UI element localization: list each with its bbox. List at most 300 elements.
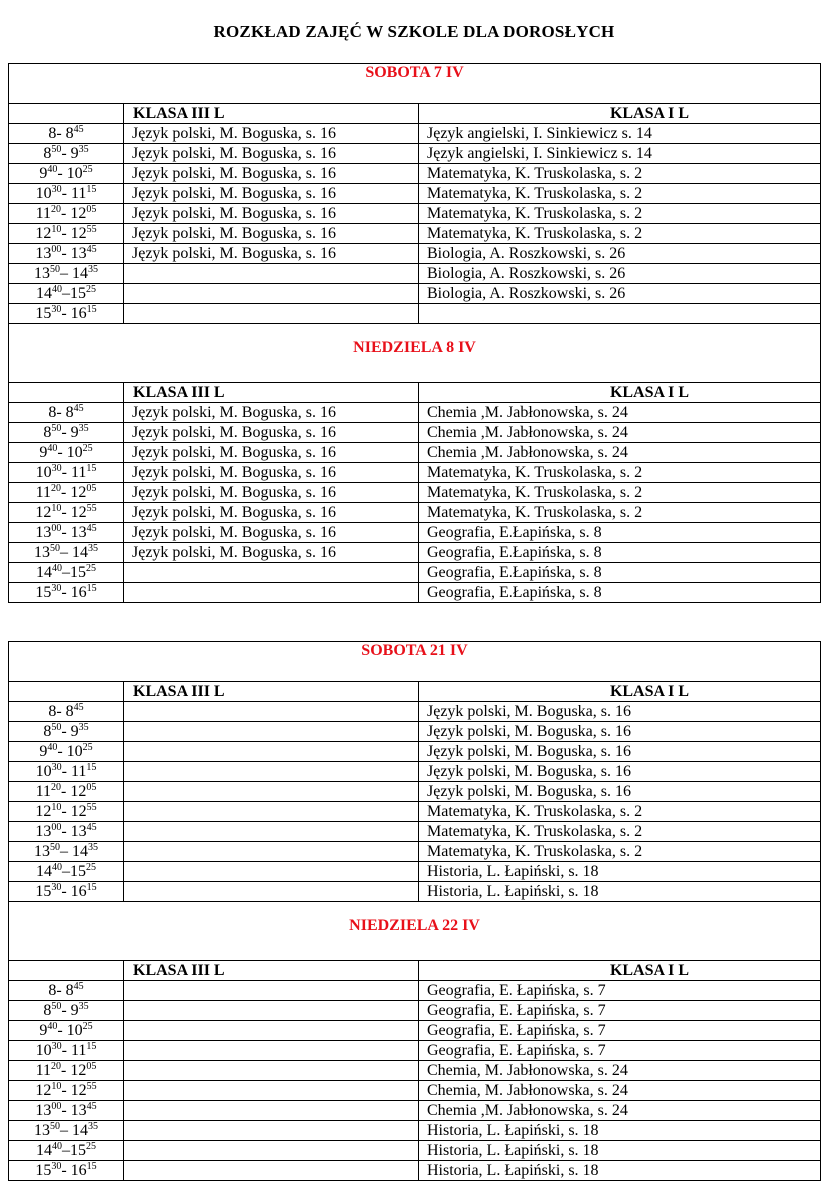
lesson-row — [9, 184, 821, 204]
time-start-hour: 13 — [34, 1121, 50, 1139]
time-end-hour: - 9 — [61, 144, 79, 162]
time-start-hour: 9 — [39, 1021, 48, 1039]
class-b-lesson-cell: Geografia, E.Łapińska, s. 8 — [419, 543, 821, 563]
time-header-cell — [9, 383, 124, 403]
lesson-row — [9, 782, 821, 802]
class-a-lesson-cell: Język polski, M. Boguska, s. 16 — [124, 144, 419, 164]
class-b-lesson-cell: Biologia, A. Roszkowski, s. 26 — [419, 244, 821, 264]
time-start-minutes: 40 — [52, 1140, 62, 1152]
time-end-hour: - 16 — [61, 304, 87, 322]
time-slot-cell — [9, 224, 124, 244]
class-b-lesson-cell: Matematyka, K. Truskolaska, s. 2 — [419, 842, 821, 862]
time-start-minutes: 50 — [51, 422, 62, 434]
time-slot-cell — [9, 1121, 124, 1141]
time-end-minutes: 25 — [82, 741, 93, 753]
time-start-hour: 10 — [35, 1041, 52, 1059]
time-start-hour: 15 — [35, 304, 52, 322]
class-a-lesson-cell — [124, 762, 419, 782]
class-a-lesson-cell: Język polski, M. Boguska, s. 16 — [124, 503, 419, 523]
time-start-hour: 10 — [35, 184, 52, 202]
time-header-cell — [9, 682, 124, 702]
class-a-lesson-cell: Język polski, M. Boguska, s. 16 — [124, 403, 419, 423]
time-slot-cell — [9, 403, 124, 423]
time-start-hour: 14 — [36, 862, 52, 880]
time-end-minutes: 35 — [78, 143, 89, 155]
class-a-lesson-cell: Język polski, M. Boguska, s. 16 — [124, 463, 419, 483]
class-a-lesson-cell — [124, 702, 419, 722]
time-end-minutes: 35 — [88, 1120, 98, 1132]
time-end-minutes: 35 — [88, 263, 98, 275]
day-heading-row — [9, 324, 821, 383]
time-slot-cell — [9, 204, 124, 224]
time-end-hour: –15 — [62, 563, 86, 581]
time-start-hour: 13 — [34, 543, 50, 561]
time-end-hour: - 12 — [61, 1081, 87, 1099]
time-start-hour: 12 — [35, 802, 52, 820]
time-slot-cell — [9, 1021, 124, 1041]
class-b-lesson-cell: Chemia, M. Jabłonowska, s. 24 — [419, 1061, 821, 1081]
class-a-lesson-cell: Język polski, M. Boguska, s. 16 — [124, 483, 419, 503]
lesson-row — [9, 722, 821, 742]
lesson-row — [9, 503, 821, 523]
time-slot-cell — [9, 264, 124, 284]
time-end-hour: –15 — [62, 862, 86, 880]
class-a-lesson-cell — [124, 1061, 419, 1081]
class-a-lesson-cell — [124, 722, 419, 742]
class-b-lesson-cell: Język polski, M. Boguska, s. 16 — [419, 762, 821, 782]
class-header-row — [9, 682, 821, 702]
lesson-row — [9, 403, 821, 423]
class-b-lesson-cell: Matematyka, K. Truskolaska, s. 2 — [419, 802, 821, 822]
class-b-lesson-cell: Język polski, M. Boguska, s. 16 — [419, 722, 821, 742]
time-end-hour: - 10 — [57, 742, 83, 760]
class-header-row — [9, 961, 821, 981]
class-a-lesson-cell: Język polski, M. Boguska, s. 16 — [124, 224, 419, 244]
lesson-row — [9, 164, 821, 184]
class-b-lesson-cell: Chemia ,M. Jabłonowska, s. 24 — [419, 1101, 821, 1121]
time-start-minutes: 00 — [51, 243, 62, 255]
time-end-hour: - 13 — [61, 1101, 87, 1119]
class-header-row — [9, 383, 821, 403]
class-a-lesson-cell — [124, 1121, 419, 1141]
time-end-minutes: 05 — [86, 203, 97, 215]
lesson-row — [9, 463, 821, 483]
time-start-hour: 14 — [36, 284, 52, 302]
lesson-row — [9, 224, 821, 244]
lesson-row — [9, 802, 821, 822]
time-start-hour: 12 — [35, 503, 52, 521]
time-start-minutes: 10 — [51, 1080, 62, 1092]
time-start-minutes: 40 — [47, 442, 58, 454]
time-slot-cell — [9, 1041, 124, 1061]
class-a-lesson-cell — [124, 1041, 419, 1061]
time-slot-cell — [9, 782, 124, 802]
time-start-hour: 12 — [35, 224, 52, 242]
time-slot-cell — [9, 244, 124, 264]
class-b-header: KLASA I L — [419, 682, 821, 702]
time-slot-cell — [9, 184, 124, 204]
time-end-minutes: 15 — [86, 462, 97, 474]
time-slot-cell — [9, 842, 124, 862]
time-end-hour: - 10 — [57, 443, 83, 461]
time-slot-cell — [9, 1001, 124, 1021]
class-b-lesson-cell: Chemia ,M. Jabłonowska, s. 24 — [419, 403, 821, 423]
lesson-row — [9, 264, 821, 284]
time-slot-cell — [9, 1101, 124, 1121]
time-end-minutes: 15 — [86, 1040, 97, 1052]
class-a-lesson-cell — [124, 981, 419, 1001]
class-b-lesson-cell: Geografia, E. Łapińska, s. 7 — [419, 1021, 821, 1041]
class-b-lesson-cell: Język angielski, I. Sinkiewicz s. 14 — [419, 124, 821, 144]
time-end-minutes: 55 — [86, 502, 97, 514]
class-a-lesson-cell — [124, 284, 419, 304]
time-start-minutes: 30 — [51, 1160, 62, 1172]
time-start-hour: 15 — [35, 583, 52, 601]
time-start-minutes: 50 — [50, 1120, 60, 1132]
lesson-row — [9, 822, 821, 842]
class-b-lesson-cell: Matematyka, K. Truskolaska, s. 2 — [419, 204, 821, 224]
time-end-hour: – 14 — [60, 264, 88, 282]
lesson-row — [9, 124, 821, 144]
time-start-hour: 8 — [43, 722, 52, 740]
time-start-minutes: 30 — [51, 582, 62, 594]
time-slot-cell — [9, 523, 124, 543]
time-start-minutes: 20 — [51, 781, 62, 793]
time-start-hour: 8- 8 — [48, 702, 74, 720]
lesson-row — [9, 702, 821, 722]
time-end-minutes: 35 — [88, 841, 98, 853]
class-a-lesson-cell: Język polski, M. Boguska, s. 16 — [124, 443, 419, 463]
lesson-row — [9, 583, 821, 603]
time-end-hour: - 9 — [61, 722, 79, 740]
time-start-hour: 12 — [35, 1081, 52, 1099]
time-end-hour: – 14 — [60, 842, 88, 860]
class-b-lesson-cell: Biologia, A. Roszkowski, s. 26 — [419, 284, 821, 304]
class-a-lesson-cell — [124, 1141, 419, 1161]
time-start-minutes: 45 — [73, 980, 84, 992]
class-b-lesson-cell: Matematyka, K. Truskolaska, s. 2 — [419, 483, 821, 503]
time-end-minutes: 45 — [86, 821, 97, 833]
time-end-hour: - 12 — [61, 204, 87, 222]
lesson-row — [9, 1141, 821, 1161]
lesson-row — [9, 483, 821, 503]
lesson-row — [9, 1021, 821, 1041]
class-b-lesson-cell: Język angielski, I. Sinkiewicz s. 14 — [419, 144, 821, 164]
class-a-lesson-cell — [124, 822, 419, 842]
time-end-hour: –15 — [62, 1141, 86, 1159]
time-slot-cell — [9, 304, 124, 324]
class-a-lesson-cell — [124, 1101, 419, 1121]
time-slot-cell — [9, 463, 124, 483]
class-a-lesson-cell — [124, 842, 419, 862]
time-end-hour: - 9 — [61, 1001, 79, 1019]
lesson-row — [9, 563, 821, 583]
time-start-hour: 9 — [39, 742, 48, 760]
day-heading-row — [9, 902, 821, 961]
time-start-minutes: 20 — [51, 1060, 62, 1072]
class-b-lesson-cell: Geografia, E. Łapińska, s. 7 — [419, 981, 821, 1001]
time-start-minutes: 10 — [51, 223, 62, 235]
time-end-hour: - 11 — [61, 762, 87, 780]
time-start-hour: 11 — [35, 782, 52, 800]
class-a-lesson-cell: Język polski, M. Boguska, s. 16 — [124, 184, 419, 204]
time-end-minutes: 45 — [86, 1100, 97, 1112]
class-b-lesson-cell: Geografia, E.Łapińska, s. 8 — [419, 583, 821, 603]
time-start-hour: 13 — [34, 264, 50, 282]
lesson-row — [9, 1061, 821, 1081]
day-heading: SOBOTA 21 IV — [9, 642, 821, 682]
time-end-minutes: 45 — [86, 243, 97, 255]
time-header-cell — [9, 104, 124, 124]
time-start-hour: 15 — [35, 1161, 52, 1179]
time-start-minutes: 30 — [51, 303, 62, 315]
time-slot-cell — [9, 882, 124, 902]
class-b-lesson-cell: Historia, L. Łapiński, s. 18 — [419, 1161, 821, 1181]
time-start-hour: 13 — [34, 842, 50, 860]
time-end-hour: - 12 — [61, 782, 87, 800]
class-a-lesson-cell — [124, 1081, 419, 1101]
time-start-hour: 8 — [43, 144, 52, 162]
time-start-minutes: 50 — [51, 143, 62, 155]
time-header-cell — [9, 961, 124, 981]
time-slot-cell — [9, 503, 124, 523]
time-end-hour: - 12 — [61, 483, 87, 501]
class-b-lesson-cell: Historia, L. Łapiński, s. 18 — [419, 882, 821, 902]
class-b-lesson-cell: Język polski, M. Boguska, s. 16 — [419, 702, 821, 722]
lesson-row — [9, 842, 821, 862]
time-start-hour: 13 — [35, 523, 52, 541]
time-end-minutes: 45 — [86, 522, 97, 534]
class-b-lesson-cell — [419, 304, 821, 324]
time-start-minutes: 10 — [51, 801, 62, 813]
time-slot-cell — [9, 802, 124, 822]
class-a-lesson-cell: Język polski, M. Boguska, s. 16 — [124, 244, 419, 264]
time-end-minutes: 55 — [86, 801, 97, 813]
time-end-hour: - 11 — [61, 184, 87, 202]
time-slot-cell — [9, 981, 124, 1001]
time-end-minutes: 25 — [86, 1140, 96, 1152]
class-a-lesson-cell: Język polski, M. Boguska, s. 16 — [124, 423, 419, 443]
time-end-hour: – 14 — [60, 543, 88, 561]
time-end-minutes: 15 — [86, 582, 97, 594]
time-end-hour: - 12 — [61, 503, 87, 521]
class-b-header: KLASA I L — [419, 383, 821, 403]
time-slot-cell — [9, 1161, 124, 1181]
time-start-minutes: 45 — [73, 402, 84, 414]
time-start-minutes: 30 — [51, 881, 62, 893]
time-slot-cell — [9, 762, 124, 782]
day-heading: SOBOTA 7 IV — [9, 64, 821, 104]
time-slot-cell — [9, 583, 124, 603]
lesson-row — [9, 742, 821, 762]
class-a-lesson-cell — [124, 1021, 419, 1041]
class-a-header: KLASA III L — [124, 682, 419, 702]
class-a-lesson-cell — [124, 563, 419, 583]
class-b-header: KLASA I L — [419, 104, 821, 124]
class-a-lesson-cell — [124, 862, 419, 882]
time-end-minutes: 35 — [78, 721, 89, 733]
lesson-row — [9, 304, 821, 324]
lesson-row — [9, 204, 821, 224]
class-a-header: KLASA III L — [124, 383, 419, 403]
time-end-hour: –15 — [62, 284, 86, 302]
class-b-lesson-cell: Matematyka, K. Truskolaska, s. 2 — [419, 184, 821, 204]
time-start-hour: 13 — [35, 244, 52, 262]
time-start-minutes: 50 — [50, 263, 60, 275]
lesson-row — [9, 284, 821, 304]
time-start-hour: 13 — [35, 1101, 52, 1119]
time-end-hour: - 13 — [61, 523, 87, 541]
time-start-hour: 15 — [35, 882, 52, 900]
time-end-minutes: 25 — [86, 283, 96, 295]
class-a-lesson-cell — [124, 304, 419, 324]
time-start-hour: 8 — [43, 423, 52, 441]
class-a-lesson-cell — [124, 1161, 419, 1181]
time-start-hour: 8- 8 — [48, 124, 74, 142]
page-title: ROZKŁAD ZAJĘĆ W SZKOLE DLA DOROSŁYCH — [213, 22, 615, 41]
time-start-hour: 8- 8 — [48, 981, 74, 999]
time-start-hour: 11 — [35, 1061, 52, 1079]
time-end-minutes: 35 — [88, 542, 98, 554]
day-heading-row — [9, 642, 821, 682]
time-end-hour: - 11 — [61, 463, 87, 481]
time-start-minutes: 50 — [50, 542, 60, 554]
lesson-row — [9, 1121, 821, 1141]
time-slot-cell — [9, 822, 124, 842]
class-b-lesson-cell: Biologia, A. Roszkowski, s. 26 — [419, 264, 821, 284]
class-b-lesson-cell: Język polski, M. Boguska, s. 16 — [419, 742, 821, 762]
time-start-minutes: 50 — [51, 721, 62, 733]
class-a-lesson-cell: Język polski, M. Boguska, s. 16 — [124, 164, 419, 184]
time-end-hour: - 12 — [61, 802, 87, 820]
time-end-minutes: 25 — [86, 861, 96, 873]
day-heading: NIEDZIELA 8 IV — [9, 324, 821, 383]
class-a-lesson-cell — [124, 1001, 419, 1021]
time-end-minutes: 35 — [78, 422, 89, 434]
time-end-minutes: 55 — [86, 1080, 97, 1092]
time-start-minutes: 20 — [51, 482, 62, 494]
time-start-minutes: 40 — [47, 741, 58, 753]
class-b-lesson-cell: Historia, L. Łapiński, s. 18 — [419, 862, 821, 882]
time-slot-cell — [9, 563, 124, 583]
time-start-minutes: 00 — [51, 522, 62, 534]
class-b-header: KLASA I L — [419, 961, 821, 981]
time-end-hour: - 13 — [61, 244, 87, 262]
time-slot-cell — [9, 702, 124, 722]
class-a-header: KLASA III L — [124, 961, 419, 981]
class-b-lesson-cell: Historia, L. Łapiński, s. 18 — [419, 1121, 821, 1141]
time-end-hour: - 16 — [61, 583, 87, 601]
lesson-row — [9, 443, 821, 463]
class-b-lesson-cell: Geografia, E.Łapińska, s. 8 — [419, 523, 821, 543]
class-a-lesson-cell: Język polski, M. Boguska, s. 16 — [124, 523, 419, 543]
time-end-minutes: 55 — [86, 223, 97, 235]
class-a-lesson-cell — [124, 782, 419, 802]
class-b-lesson-cell: Matematyka, K. Truskolaska, s. 2 — [419, 164, 821, 184]
time-start-minutes: 40 — [47, 163, 58, 175]
time-end-hour: - 12 — [61, 224, 87, 242]
class-b-lesson-cell: Geografia, E. Łapińska, s. 7 — [419, 1001, 821, 1021]
lesson-row — [9, 1041, 821, 1061]
class-b-lesson-cell: Geografia, E.Łapińska, s. 8 — [419, 563, 821, 583]
lesson-row — [9, 762, 821, 782]
time-start-minutes: 50 — [50, 841, 60, 853]
class-a-lesson-cell: Język polski, M. Boguska, s. 16 — [124, 204, 419, 224]
time-start-minutes: 30 — [51, 462, 62, 474]
schedule-table-april-21-22 — [8, 641, 821, 1181]
time-end-hour: – 14 — [60, 1121, 88, 1139]
day-heading: NIEDZIELA 22 IV — [9, 902, 821, 961]
time-start-hour: 14 — [36, 563, 52, 581]
time-end-hour: - 13 — [61, 822, 87, 840]
schedule-table-april-7-8 — [8, 63, 821, 603]
time-slot-cell — [9, 164, 124, 184]
time-start-minutes: 50 — [51, 1000, 62, 1012]
class-b-lesson-cell: Geografia, E. Łapińska, s. 7 — [419, 1041, 821, 1061]
time-start-minutes: 40 — [52, 283, 62, 295]
time-slot-cell — [9, 742, 124, 762]
time-end-minutes: 05 — [86, 781, 97, 793]
time-end-minutes: 15 — [86, 881, 97, 893]
time-start-hour: 9 — [39, 164, 48, 182]
lesson-row — [9, 862, 821, 882]
lesson-row — [9, 144, 821, 164]
lesson-row — [9, 1081, 821, 1101]
class-b-lesson-cell: Język polski, M. Boguska, s. 16 — [419, 782, 821, 802]
day-heading-row — [9, 64, 821, 104]
time-start-minutes: 10 — [51, 502, 62, 514]
time-slot-cell — [9, 443, 124, 463]
time-slot-cell — [9, 483, 124, 503]
time-end-minutes: 25 — [86, 562, 96, 574]
time-start-minutes: 30 — [51, 1040, 62, 1052]
time-start-hour: 14 — [36, 1141, 52, 1159]
lesson-row — [9, 1101, 821, 1121]
time-end-hour: - 9 — [61, 423, 79, 441]
time-start-minutes: 20 — [51, 203, 62, 215]
time-slot-cell — [9, 423, 124, 443]
class-b-lesson-cell: Matematyka, K. Truskolaska, s. 2 — [419, 463, 821, 483]
class-a-header: KLASA III L — [124, 104, 419, 124]
time-end-hour: - 16 — [61, 882, 87, 900]
time-start-hour: 11 — [35, 483, 52, 501]
time-start-hour: 8- 8 — [48, 403, 74, 421]
time-end-minutes: 25 — [82, 1020, 93, 1032]
time-end-minutes: 15 — [86, 303, 97, 315]
time-start-minutes: 30 — [51, 761, 62, 773]
time-start-hour: 8 — [43, 1001, 52, 1019]
time-end-minutes: 05 — [86, 1060, 97, 1072]
time-end-hour: - 16 — [61, 1161, 87, 1179]
time-slot-cell — [9, 1141, 124, 1161]
class-a-lesson-cell: Język polski, M. Boguska, s. 16 — [124, 543, 419, 563]
time-slot-cell — [9, 543, 124, 563]
time-end-minutes: 25 — [82, 442, 93, 454]
class-b-lesson-cell: Chemia, M. Jabłonowska, s. 24 — [419, 1081, 821, 1101]
time-end-minutes: 35 — [78, 1000, 89, 1012]
time-slot-cell — [9, 722, 124, 742]
class-a-lesson-cell — [124, 802, 419, 822]
time-end-minutes: 15 — [86, 761, 97, 773]
time-start-hour: 10 — [35, 463, 52, 481]
time-end-hour: - 10 — [57, 1021, 83, 1039]
class-a-lesson-cell — [124, 882, 419, 902]
time-slot-cell — [9, 1081, 124, 1101]
time-start-minutes: 00 — [51, 1100, 62, 1112]
class-a-lesson-cell — [124, 583, 419, 603]
lesson-row — [9, 543, 821, 563]
class-a-lesson-cell — [124, 264, 419, 284]
